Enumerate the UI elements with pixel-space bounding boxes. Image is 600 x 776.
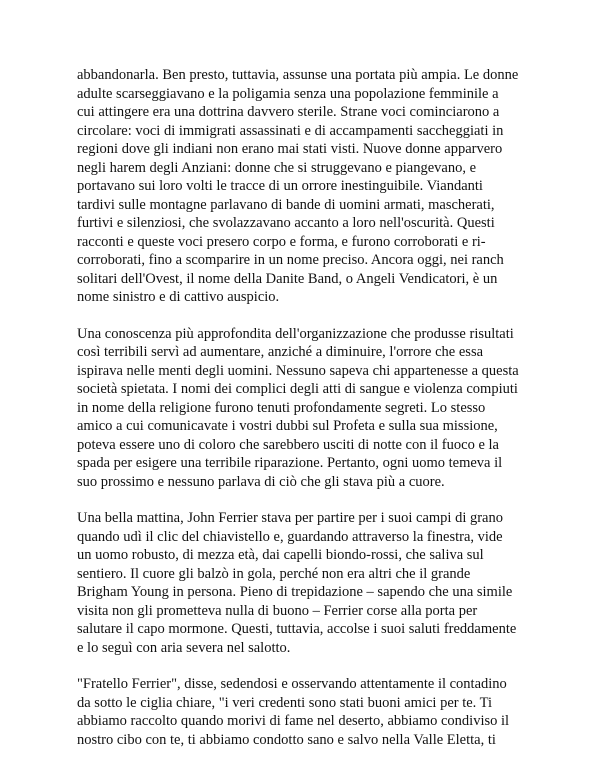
text-line: nome sinistro e di cattivo auspicio. [77, 289, 280, 305]
text-line: abbandonarla. Ben presto, tuttavia, assunse una portata più ampia. Le donne [77, 67, 519, 83]
text-line: racconti e queste voci presero corpo e forma, e furono corroborati e ri- [77, 233, 486, 250]
text-line: ispirava nelle menti degli uomini. Nessuno sapeva chi appartenesse a questa [77, 362, 519, 379]
text-line: furtivi e silenziosi, che svolazzavano accanto a loro nell'oscurità. Questi [77, 215, 495, 231]
text-line: quando udì il clic del chiavistello e, guardando attraverso la finestra, vide [77, 528, 503, 545]
text-line: spada per esigere una terribile riparazione. Pertanto, ogni uomo temeva il [77, 455, 503, 471]
text-line: solitari dell'Ovest, il nome della Danite Band, o Angeli Vendicatori, è un [77, 270, 498, 287]
text-line: amico a cui comunicavate i vostri dubbi sul Profeta e sulla sua missione, [77, 418, 498, 434]
text-line: portavano sui loro volti le tracce di un orrore inestinguibile. Viandanti [77, 178, 483, 194]
text-line: Una conoscenza più approfondita dell'organizzazione che produsse risultati [77, 325, 514, 342]
text-line: Una bella mattina, John Ferrier stava per partire per i suoi campi di grano [77, 510, 503, 526]
text-line: salutare il capo mormone. Questi, tuttavia, accolse i suoi saluti freddamente [77, 621, 517, 637]
text-line: tardivi sulle montagne parlavano di bande di uomini armati, mascherati, [77, 196, 495, 213]
text-line: nostro cibo con te, ti abbiamo condotto sano e salvo nella Valle Eletta, ti [77, 731, 496, 748]
paragraph [77, 509, 527, 657]
body-text [77, 66, 527, 767]
text-line: regioni dove gli indiani non erano mai stati visti. Nuove donne apparvero [77, 141, 503, 157]
text-line: "Fratello Ferrier", disse, sedendosi e osservando attentamente il contadino [77, 676, 507, 692]
text-line: poteva essere uno di coloro che sarebbero usciti di notte con il fuoco e la [77, 436, 499, 453]
paragraph [77, 675, 527, 749]
text-line: corroborati, fino a scomparire in un nome preciso. Ancora oggi, nei ranch [77, 252, 504, 268]
text-line: e lo seguì con aria severa nel salotto. [77, 639, 291, 656]
text-line: negli harem degli Anziani: donne che si struggevano e piangevano, e [77, 159, 477, 176]
text-line: società spietata. I nomi dei complici degli atti di sangue e violenza compiuti [77, 381, 518, 397]
text-line: da sotto le ciglia chiare, "i veri credenti sono stati buoni amici per te. Ti [77, 694, 493, 711]
text-line: adulte scarseggiavano e la poligamia senza una popolazione femminile a [77, 85, 499, 102]
paragraph [77, 325, 527, 492]
text-line: abbiamo raccolto quando morivi di fame nel deserto, abbiamo condiviso il [77, 713, 510, 729]
text-line: cui attingere era una dottrina davvero sterile. Strane voci cominciarono a [77, 104, 500, 120]
text-line: così terribili servì ad aumentare, anziché a diminuire, l'orrore che essa [77, 344, 484, 360]
text-line: un uomo robusto, di mezza età, dai capelli biondo-rossi, che saliva sul [77, 547, 484, 563]
text-line: Brigham Young in persona. Pieno di trepidazione – sapendo che una simile [77, 584, 513, 600]
text-line: sentiero. Il cuore gli balzò in gola, perché non era altri che il grande [77, 565, 471, 582]
text-line: suo prossimo e nessuno parlava di ciò che gli stava più a cuore. [77, 473, 445, 490]
text-line: circolare: voci di immigrati assassinati e di accampamenti saccheggiati in [77, 122, 504, 139]
paragraph [77, 66, 527, 307]
text-line: in nome della religione furono tenuti profondamente segreti. Lo stesso [77, 399, 486, 416]
text-line: visita non gli prometteva nulla di buono – Ferrier corse alla porta per [77, 602, 478, 619]
